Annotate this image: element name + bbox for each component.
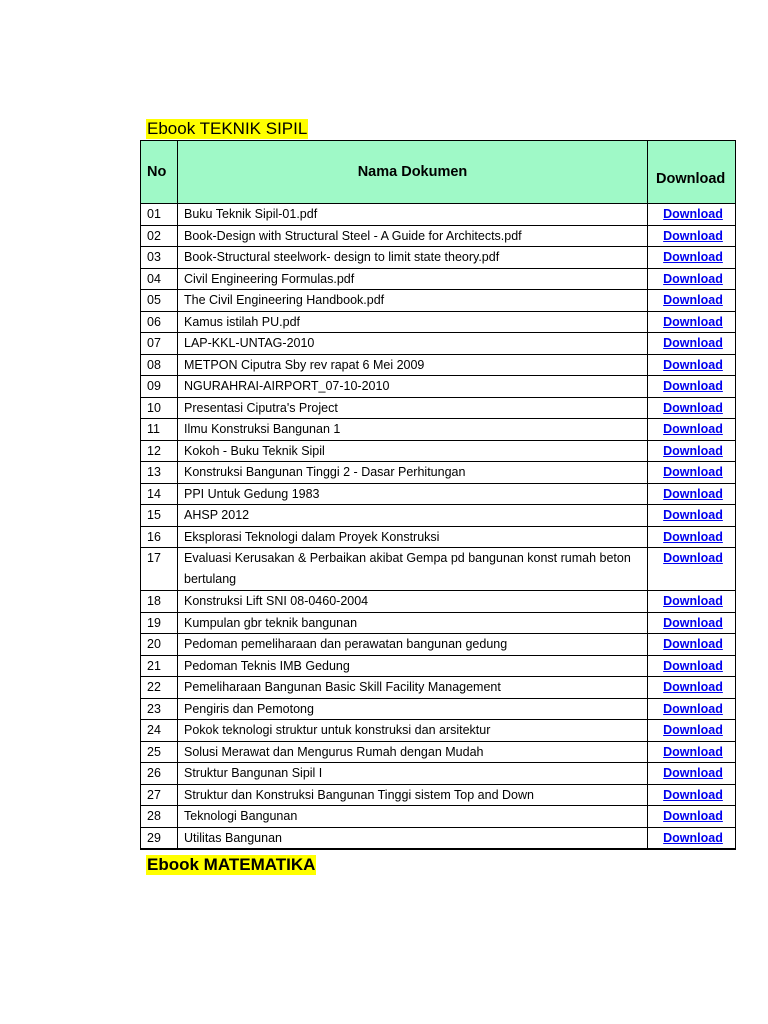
document-name: Eksplorasi Teknologi dalam Proyek Konstruksi <box>178 526 648 548</box>
download-cell <box>648 290 736 312</box>
download-cell <box>648 268 736 290</box>
table-row <box>141 827 736 849</box>
row-number: 28 <box>141 806 178 828</box>
table-row <box>141 204 736 226</box>
download-link[interactable]: Download <box>663 486 723 501</box>
download-cell <box>648 333 736 355</box>
row-number: 23 <box>141 698 178 720</box>
download-cell <box>648 720 736 742</box>
table-row <box>141 763 736 785</box>
download-cell <box>648 376 736 398</box>
download-link[interactable]: Download <box>663 830 723 845</box>
row-number: 07 <box>141 333 178 355</box>
row-number: 29 <box>141 827 178 849</box>
row-number: 27 <box>141 784 178 806</box>
table-row <box>141 354 736 376</box>
download-cell <box>648 612 736 634</box>
download-cell <box>648 225 736 247</box>
document-name: Utilitas Bangunan <box>178 827 648 849</box>
document-name: Evaluasi Kerusakan & Perbaikan akibat Gempa pd bangunan konst rumah beton bertulang <box>178 548 648 591</box>
download-cell <box>648 311 736 333</box>
row-number: 12 <box>141 440 178 462</box>
table-row <box>141 290 736 312</box>
row-number: 08 <box>141 354 178 376</box>
table-row <box>141 548 736 591</box>
row-number: 25 <box>141 741 178 763</box>
table-row <box>141 741 736 763</box>
document-name: PPI Untuk Gedung 1983 <box>178 483 648 505</box>
download-cell <box>648 526 736 548</box>
download-link[interactable]: Download <box>663 228 723 243</box>
document-name: Konstruksi Lift SNI 08-0460-2004 <box>178 591 648 613</box>
section-title-teknik-sipil: Ebook TEKNIK SIPIL <box>147 119 308 138</box>
download-link[interactable]: Download <box>663 809 723 823</box>
download-cell <box>648 548 736 591</box>
download-link[interactable]: Download <box>663 680 723 694</box>
document-name: Kamus istilah PU.pdf <box>178 311 648 333</box>
row-number: 05 <box>141 290 178 312</box>
download-cell <box>648 505 736 527</box>
document-name: Pedoman Teknis IMB Gedung <box>178 655 648 677</box>
download-link[interactable]: Download <box>663 508 723 522</box>
row-number: 01 <box>141 204 178 226</box>
document-name: Buku Teknik Sipil-01.pdf <box>178 204 648 226</box>
document-name: Book-Structural steelwork- design to limit state theory.pdf <box>178 247 648 269</box>
download-link[interactable]: Download <box>663 314 723 329</box>
download-link[interactable]: Download <box>663 551 723 565</box>
header-no: No <box>141 141 178 204</box>
table-row <box>141 225 736 247</box>
row-number: 20 <box>141 634 178 656</box>
download-cell <box>648 698 736 720</box>
row-number: 10 <box>141 397 178 419</box>
table-row <box>141 247 736 269</box>
document-name: Presentasi Ciputra's Project <box>178 397 648 419</box>
row-number: 18 <box>141 591 178 613</box>
download-link[interactable]: Download <box>663 271 723 286</box>
download-link[interactable]: Download <box>663 207 723 221</box>
table-row <box>141 397 736 419</box>
table-row <box>141 655 736 677</box>
row-number: 17 <box>141 548 178 591</box>
document-name: NGURAHRAI-AIRPORT_07-10-2010 <box>178 376 648 398</box>
download-link[interactable]: Download <box>663 744 723 759</box>
table-header-row <box>141 141 736 204</box>
download-cell <box>648 634 736 656</box>
document-name: Ilmu Konstruksi Bangunan 1 <box>178 419 648 441</box>
document-name: Konstruksi Bangunan Tinggi 2 - Dasar Perhitungan <box>178 462 648 484</box>
download-link[interactable]: Download <box>663 336 723 350</box>
download-link[interactable]: Download <box>663 443 723 458</box>
document-name: Struktur Bangunan Sipil I <box>178 763 648 785</box>
download-cell <box>648 354 736 376</box>
download-cell <box>648 419 736 441</box>
download-cell <box>648 483 736 505</box>
row-number: 26 <box>141 763 178 785</box>
download-link[interactable]: Download <box>663 615 723 630</box>
table-row <box>141 720 736 742</box>
download-cell <box>648 204 736 226</box>
row-number: 04 <box>141 268 178 290</box>
row-number: 11 <box>141 419 178 441</box>
row-number: 06 <box>141 311 178 333</box>
table-row <box>141 376 736 398</box>
document-name: Solusi Merawat dan Mengurus Rumah dengan Mudah <box>178 741 648 763</box>
row-number: 14 <box>141 483 178 505</box>
row-number: 16 <box>141 526 178 548</box>
table-row <box>141 440 736 462</box>
document-name: LAP-KKL-UNTAG-2010 <box>178 333 648 355</box>
document-name: Kumpulan gbr teknik bangunan <box>178 612 648 634</box>
table-row <box>141 419 736 441</box>
document-name: Pedoman pemeliharaan dan perawatan bangunan gedung <box>178 634 648 656</box>
table-row <box>141 462 736 484</box>
download-cell <box>648 655 736 677</box>
table-row <box>141 526 736 548</box>
download-link[interactable]: Download <box>663 787 723 802</box>
download-cell <box>648 741 736 763</box>
download-link[interactable]: Download <box>663 422 723 436</box>
download-cell <box>648 784 736 806</box>
download-link[interactable]: Download <box>663 465 723 479</box>
download-link[interactable]: Download <box>663 293 723 307</box>
table-row <box>141 677 736 699</box>
table-row <box>141 698 736 720</box>
table-row <box>141 268 736 290</box>
download-link[interactable]: Download <box>663 766 723 780</box>
table-row <box>141 784 736 806</box>
download-link[interactable]: Download <box>663 658 723 673</box>
table-row <box>141 612 736 634</box>
header-download: Download <box>648 141 736 204</box>
row-number: 13 <box>141 462 178 484</box>
row-number: 02 <box>141 225 178 247</box>
table-row <box>141 806 736 828</box>
row-number: 21 <box>141 655 178 677</box>
download-link[interactable]: Download <box>663 529 723 544</box>
ebook-table <box>140 140 736 850</box>
document-name: Pengiris dan Pemotong <box>178 698 648 720</box>
row-number: 24 <box>141 720 178 742</box>
table-row <box>141 634 736 656</box>
download-cell <box>648 397 736 419</box>
document-name: Pokok teknologi struktur untuk konstruksi dan arsitektur <box>178 720 648 742</box>
document-name: Civil Engineering Formulas.pdf <box>178 268 648 290</box>
download-cell <box>648 677 736 699</box>
section-title-matematika: Ebook MATEMATIKA <box>147 855 316 874</box>
download-link[interactable]: Download <box>663 250 723 264</box>
download-cell <box>648 440 736 462</box>
document-name: Book-Design with Structural Steel - A Guide for Architects.pdf <box>178 225 648 247</box>
header-nama-dokumen: Nama Dokumen <box>178 141 648 204</box>
download-cell <box>648 827 736 849</box>
document-name: Teknologi Bangunan <box>178 806 648 828</box>
document-name: Struktur dan Konstruksi Bangunan Tinggi sistem Top and Down <box>178 784 648 806</box>
table-body <box>141 204 736 850</box>
table-row <box>141 333 736 355</box>
document-name: Pemeliharaan Bangunan Basic Skill Facility Management <box>178 677 648 699</box>
document-name: AHSP 2012 <box>178 505 648 527</box>
download-cell <box>648 462 736 484</box>
row-number: 19 <box>141 612 178 634</box>
download-cell <box>648 806 736 828</box>
document-name: Kokoh - Buku Teknik Sipil <box>178 440 648 462</box>
download-link[interactable]: Download <box>663 723 723 737</box>
download-link[interactable]: Download <box>663 701 723 716</box>
download-link[interactable]: Download <box>663 594 723 608</box>
table-row <box>141 591 736 613</box>
download-link[interactable]: Download <box>663 637 723 651</box>
row-number: 22 <box>141 677 178 699</box>
row-number: 15 <box>141 505 178 527</box>
document-name: The Civil Engineering Handbook.pdf <box>178 290 648 312</box>
table-row <box>141 311 736 333</box>
document-name: METPON Ciputra Sby rev rapat 6 Mei 2009 <box>178 354 648 376</box>
table-row <box>141 483 736 505</box>
download-link[interactable]: Download <box>663 400 723 415</box>
download-cell <box>648 763 736 785</box>
row-number: 03 <box>141 247 178 269</box>
row-number: 09 <box>141 376 178 398</box>
table-row <box>141 505 736 527</box>
download-cell <box>648 247 736 269</box>
download-link[interactable]: Download <box>663 357 723 372</box>
download-cell <box>648 591 736 613</box>
download-link[interactable]: Download <box>663 379 723 393</box>
